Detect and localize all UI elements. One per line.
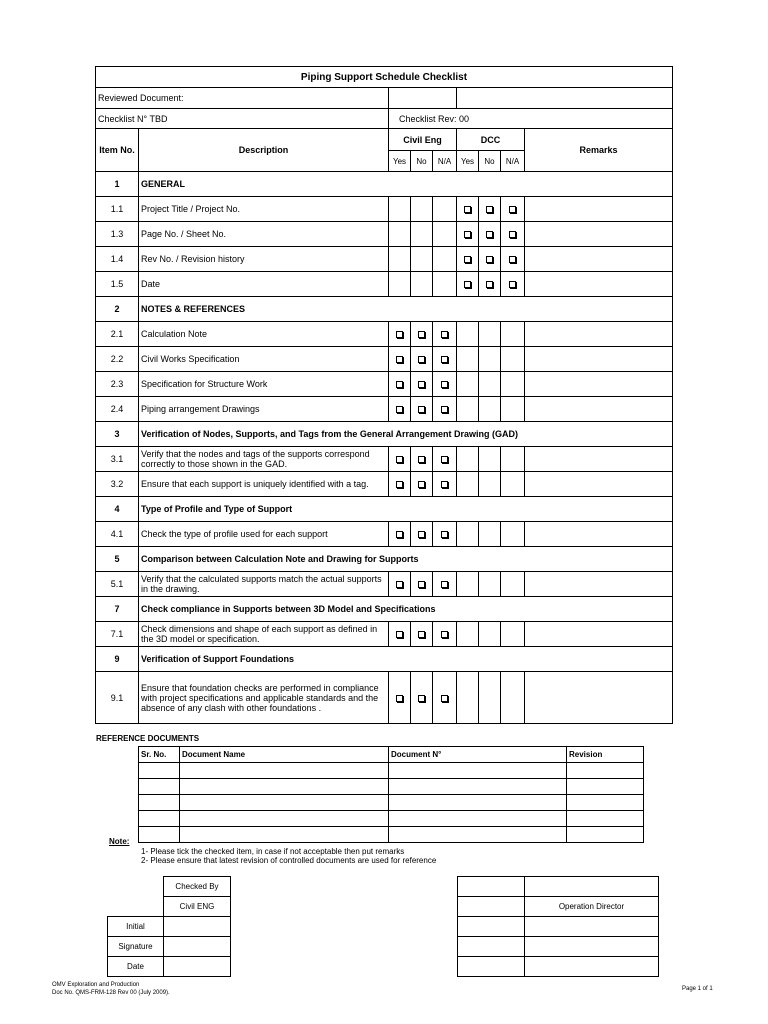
date-field[interactable] bbox=[164, 957, 231, 977]
remarks-cell[interactable] bbox=[525, 372, 673, 397]
initial-label: Initial bbox=[108, 917, 164, 937]
civil-eng-yes-checkbox[interactable] bbox=[389, 672, 411, 724]
section-title: Check compliance in Supports between 3D Model and Specifications bbox=[139, 597, 673, 622]
checklist-rev: Checklist Rev: 00 bbox=[389, 109, 673, 129]
checkbox-icon[interactable] bbox=[509, 281, 516, 288]
item-description: Calculation Note bbox=[139, 322, 389, 347]
section-number: 1 bbox=[96, 172, 139, 197]
checkbox-icon[interactable] bbox=[441, 331, 448, 338]
dcc-na-checkbox bbox=[501, 672, 525, 724]
dcc-na-checkbox bbox=[501, 622, 525, 647]
checklist-item-row bbox=[96, 472, 673, 497]
civil-eng-yes-checkbox[interactable] bbox=[389, 397, 411, 422]
header-civil-eng: Civil Eng bbox=[389, 129, 457, 151]
checklist-item-row bbox=[96, 522, 673, 547]
checkbox-icon[interactable] bbox=[464, 256, 471, 263]
civil-eng-yes-checkbox[interactable] bbox=[389, 472, 411, 497]
checkbox-icon[interactable] bbox=[509, 256, 516, 263]
dcc-na-checkbox bbox=[501, 572, 525, 597]
checkbox-icon[interactable] bbox=[418, 356, 425, 363]
dcc-no-checkbox bbox=[479, 522, 501, 547]
civil-eng-yes-checkbox[interactable] bbox=[389, 372, 411, 397]
header-dcc-na: N/A bbox=[501, 151, 525, 172]
checkbox-icon[interactable] bbox=[396, 381, 403, 388]
section-title: Verification of Support Foundations bbox=[139, 647, 673, 672]
civil-eng-no-checkbox[interactable] bbox=[411, 622, 433, 647]
reference-row bbox=[139, 827, 644, 843]
section-row bbox=[96, 597, 673, 622]
checkbox-icon[interactable] bbox=[486, 281, 493, 288]
od-date-a[interactable] bbox=[458, 957, 525, 977]
reviewed-document-value[interactable] bbox=[389, 88, 457, 109]
item-number: 7.1 bbox=[96, 622, 139, 647]
checklist-item-row bbox=[96, 347, 673, 372]
checklist-table bbox=[95, 66, 673, 724]
remarks-cell[interactable] bbox=[525, 347, 673, 372]
checklist-item-row bbox=[96, 322, 673, 347]
item-description: Ensure that each support is uniquely identified with a tag. bbox=[139, 472, 389, 497]
civil-eng-no-checkbox[interactable] bbox=[411, 522, 433, 547]
civil-eng-no-checkbox bbox=[411, 197, 433, 222]
section-number: 2 bbox=[96, 297, 139, 322]
civil-eng-na-checkbox[interactable] bbox=[433, 572, 457, 597]
dcc-no-checkbox[interactable] bbox=[479, 247, 501, 272]
checkbox-icon[interactable] bbox=[396, 695, 403, 702]
remarks-cell[interactable] bbox=[525, 672, 673, 724]
checkbox-icon[interactable] bbox=[464, 281, 471, 288]
checked-by-label: Checked By bbox=[164, 877, 231, 897]
dcc-yes-checkbox bbox=[457, 447, 479, 472]
operation-director-table bbox=[457, 876, 659, 977]
checkbox-icon[interactable] bbox=[396, 531, 403, 538]
footer-doc-no: Doc No. QMS-FRM-128 Rev 00 (July 2009). bbox=[52, 990, 170, 996]
dcc-na-checkbox bbox=[501, 522, 525, 547]
dcc-yes-checkbox bbox=[457, 322, 479, 347]
civil-eng-no-checkbox[interactable] bbox=[411, 472, 433, 497]
civil-eng-na-checkbox[interactable] bbox=[433, 672, 457, 724]
checkbox-icon[interactable] bbox=[486, 231, 493, 238]
header-item-no: Item No. bbox=[96, 129, 139, 172]
civil-eng-yes-checkbox[interactable] bbox=[389, 572, 411, 597]
remarks-cell[interactable] bbox=[525, 622, 673, 647]
remarks-cell[interactable] bbox=[525, 222, 673, 247]
item-number: 1.4 bbox=[96, 247, 139, 272]
ref-revision-cell[interactable] bbox=[567, 811, 644, 827]
section-row bbox=[96, 172, 673, 197]
dcc-yes-checkbox bbox=[457, 522, 479, 547]
section-row bbox=[96, 297, 673, 322]
item-description: Verify that the nodes and tags of the supports correspond correctly to those shown in the GAD. bbox=[139, 447, 389, 472]
item-number: 3.1 bbox=[96, 447, 139, 472]
od-signature-a[interactable] bbox=[458, 937, 525, 957]
civil-eng-yes-checkbox[interactable] bbox=[389, 347, 411, 372]
civil-eng-yes-checkbox[interactable] bbox=[389, 322, 411, 347]
ref-revision-cell[interactable] bbox=[567, 827, 644, 843]
remarks-cell[interactable] bbox=[525, 272, 673, 297]
section-number: 9 bbox=[96, 647, 139, 672]
ref-col-document-name: Document Name bbox=[180, 747, 389, 763]
date-label: Date bbox=[108, 957, 164, 977]
civil-eng-no-checkbox[interactable] bbox=[411, 572, 433, 597]
checkbox-icon[interactable] bbox=[396, 406, 403, 413]
header-dcc-yes: Yes bbox=[457, 151, 479, 172]
civil-eng-no-checkbox[interactable] bbox=[411, 372, 433, 397]
section-title: GENERAL bbox=[139, 172, 673, 197]
civil-eng-na-checkbox bbox=[433, 247, 457, 272]
dcc-yes-checkbox bbox=[457, 347, 479, 372]
checkbox-icon[interactable] bbox=[396, 581, 403, 588]
dcc-yes-checkbox[interactable] bbox=[457, 222, 479, 247]
dcc-yes-checkbox bbox=[457, 397, 479, 422]
checkbox-icon[interactable] bbox=[396, 356, 403, 363]
section-title: Verification of Nodes, Supports, and Tags from the General Arrangement Drawing (GAD) bbox=[139, 422, 673, 447]
dcc-no-checkbox bbox=[479, 572, 501, 597]
checkbox-icon[interactable] bbox=[441, 631, 448, 638]
civil-eng-na-checkbox[interactable] bbox=[433, 372, 457, 397]
checklist-item-row bbox=[96, 572, 673, 597]
ref-document-no-cell[interactable] bbox=[389, 779, 567, 795]
ref-document-no-cell[interactable] bbox=[389, 763, 567, 779]
ref-document-name-cell[interactable] bbox=[180, 827, 389, 843]
ref-document-name-cell[interactable] bbox=[180, 763, 389, 779]
civil-eng-no-checkbox bbox=[411, 272, 433, 297]
signature-field[interactable] bbox=[164, 937, 231, 957]
dcc-yes-checkbox[interactable] bbox=[457, 272, 479, 297]
item-number: 2.1 bbox=[96, 322, 139, 347]
item-description: Check dimensions and shape of each support as defined in the 3D model or specification. bbox=[139, 622, 389, 647]
dcc-na-checkbox bbox=[501, 347, 525, 372]
od-blank-1a bbox=[458, 877, 525, 897]
dcc-yes-checkbox bbox=[457, 572, 479, 597]
header-civil-yes: Yes bbox=[389, 151, 411, 172]
footer-company: OMV Exploration and Production bbox=[52, 982, 140, 988]
section-title: Comparison between Calculation Note and Drawing for Supports bbox=[139, 547, 673, 572]
ref-document-no-cell[interactable] bbox=[389, 795, 567, 811]
reference-row bbox=[139, 763, 644, 779]
item-description: Ensure that foundation checks are performed in compliance with project specifications and applicable standards and the absence of any clash with other foundations . bbox=[139, 672, 389, 724]
signoff-table bbox=[107, 876, 231, 977]
dcc-yes-checkbox bbox=[457, 622, 479, 647]
ref-col-document-no: Document N° bbox=[389, 747, 567, 763]
checkbox-icon[interactable] bbox=[418, 531, 425, 538]
checklist-item-row bbox=[96, 197, 673, 222]
item-description: Rev No. / Revision history bbox=[139, 247, 389, 272]
civil-eng-na-checkbox[interactable] bbox=[433, 622, 457, 647]
remarks-cell[interactable] bbox=[525, 197, 673, 222]
dcc-yes-checkbox bbox=[457, 372, 479, 397]
checkbox-icon[interactable] bbox=[441, 381, 448, 388]
checklist-item-row bbox=[96, 447, 673, 472]
checklist-item-row bbox=[96, 672, 673, 724]
item-number: 9.1 bbox=[96, 672, 139, 724]
dcc-no-checkbox[interactable] bbox=[479, 197, 501, 222]
item-description: Date bbox=[139, 272, 389, 297]
ref-revision-cell[interactable] bbox=[567, 779, 644, 795]
civil-eng-na-checkbox[interactable] bbox=[433, 522, 457, 547]
header-dcc: DCC bbox=[457, 129, 525, 151]
remarks-cell[interactable] bbox=[525, 247, 673, 272]
remarks-cell[interactable] bbox=[525, 472, 673, 497]
item-number: 1.3 bbox=[96, 222, 139, 247]
section-row bbox=[96, 422, 673, 447]
od-date-field[interactable] bbox=[525, 957, 659, 977]
dcc-na-checkbox bbox=[501, 322, 525, 347]
checkbox-icon[interactable] bbox=[441, 531, 448, 538]
dcc-na-checkbox bbox=[501, 397, 525, 422]
initial-field[interactable] bbox=[164, 917, 231, 937]
ref-sr-no-cell[interactable] bbox=[139, 811, 180, 827]
civil-eng-yes-checkbox[interactable] bbox=[389, 522, 411, 547]
dcc-na-checkbox[interactable] bbox=[501, 197, 525, 222]
header-description: Description bbox=[139, 129, 389, 172]
od-blank-2a bbox=[458, 897, 525, 917]
civil-eng-no-checkbox[interactable] bbox=[411, 347, 433, 372]
ref-document-name-cell[interactable] bbox=[180, 811, 389, 827]
civil-eng-no-checkbox[interactable] bbox=[411, 672, 433, 724]
item-number: 1.1 bbox=[96, 197, 139, 222]
checklist-item-row bbox=[96, 622, 673, 647]
item-description: Specification for Structure Work bbox=[139, 372, 389, 397]
civil-eng-yes-checkbox bbox=[389, 247, 411, 272]
od-signature-field[interactable] bbox=[525, 937, 659, 957]
reference-row bbox=[139, 811, 644, 827]
ref-revision-cell[interactable] bbox=[567, 763, 644, 779]
section-number: 4 bbox=[96, 497, 139, 522]
dcc-yes-checkbox bbox=[457, 472, 479, 497]
operation-director-label: Operation Director bbox=[525, 897, 659, 917]
checkbox-icon[interactable] bbox=[418, 631, 425, 638]
checkbox-icon[interactable] bbox=[418, 695, 425, 702]
ref-sr-no-cell[interactable] bbox=[139, 795, 180, 811]
checkbox-icon[interactable] bbox=[418, 456, 425, 463]
remarks-cell[interactable] bbox=[525, 397, 673, 422]
ref-sr-no-cell[interactable] bbox=[139, 827, 180, 843]
remarks-cell[interactable] bbox=[525, 572, 673, 597]
note-label: Note: bbox=[109, 837, 130, 846]
dcc-na-checkbox bbox=[501, 472, 525, 497]
section-number: 7 bbox=[96, 597, 139, 622]
item-description: Verify that the calculated supports match the actual supports in the drawing. bbox=[139, 572, 389, 597]
dcc-no-checkbox bbox=[479, 622, 501, 647]
checkbox-icon[interactable] bbox=[441, 581, 448, 588]
reviewed-document-label: Reviewed Document: bbox=[96, 88, 389, 109]
dcc-no-checkbox bbox=[479, 372, 501, 397]
footer-page-number: Page 1 of 1 bbox=[682, 986, 713, 992]
civil-eng-na-checkbox[interactable] bbox=[433, 347, 457, 372]
ref-col-sr-no: Sr. No. bbox=[139, 747, 180, 763]
item-number: 5.1 bbox=[96, 572, 139, 597]
remarks-cell[interactable] bbox=[525, 447, 673, 472]
civil-eng-no-checkbox bbox=[411, 222, 433, 247]
checkbox-icon[interactable] bbox=[396, 631, 403, 638]
civil-eng-na-checkbox[interactable] bbox=[433, 397, 457, 422]
item-description: Civil Works Specification bbox=[139, 347, 389, 372]
checklist-item-row bbox=[96, 222, 673, 247]
section-title: Type of Profile and Type of Support bbox=[139, 497, 673, 522]
checkbox-icon[interactable] bbox=[418, 581, 425, 588]
dcc-no-checkbox bbox=[479, 322, 501, 347]
civil-eng-label: Civil ENG bbox=[164, 897, 231, 917]
page-title: Piping Support Schedule Checklist bbox=[96, 67, 673, 88]
civil-eng-yes-checkbox bbox=[389, 222, 411, 247]
checkbox-icon[interactable] bbox=[464, 206, 471, 213]
checkbox-icon[interactable] bbox=[441, 456, 448, 463]
ref-document-name-cell[interactable] bbox=[180, 779, 389, 795]
civil-eng-no-checkbox[interactable] bbox=[411, 322, 433, 347]
checklist-item-row bbox=[96, 247, 673, 272]
checkbox-icon[interactable] bbox=[441, 406, 448, 413]
checkbox-icon[interactable] bbox=[396, 481, 403, 488]
checkbox-icon[interactable] bbox=[441, 356, 448, 363]
od-initial-a[interactable] bbox=[458, 917, 525, 937]
item-number: 3.2 bbox=[96, 472, 139, 497]
checkbox-icon[interactable] bbox=[418, 481, 425, 488]
checkbox-icon[interactable] bbox=[509, 206, 516, 213]
civil-eng-no-checkbox[interactable] bbox=[411, 447, 433, 472]
item-number: 1.5 bbox=[96, 272, 139, 297]
checkbox-icon[interactable] bbox=[418, 331, 425, 338]
civil-eng-no-checkbox[interactable] bbox=[411, 397, 433, 422]
civil-eng-na-checkbox[interactable] bbox=[433, 447, 457, 472]
header-civil-no: No bbox=[411, 151, 433, 172]
civil-eng-yes-checkbox[interactable] bbox=[389, 447, 411, 472]
dcc-no-checkbox bbox=[479, 397, 501, 422]
dcc-no-checkbox bbox=[479, 347, 501, 372]
header-civil-na: N/A bbox=[433, 151, 457, 172]
item-number: 2.3 bbox=[96, 372, 139, 397]
remarks-cell[interactable] bbox=[525, 522, 673, 547]
ref-document-no-cell[interactable] bbox=[389, 811, 567, 827]
checkbox-icon[interactable] bbox=[486, 256, 493, 263]
dcc-no-checkbox bbox=[479, 672, 501, 724]
section-row bbox=[96, 547, 673, 572]
checkbox-icon[interactable] bbox=[418, 381, 425, 388]
reviewed-document-extra bbox=[457, 88, 673, 109]
civil-eng-na-checkbox[interactable] bbox=[433, 322, 457, 347]
dcc-no-checkbox[interactable] bbox=[479, 272, 501, 297]
item-description: Page No. / Sheet No. bbox=[139, 222, 389, 247]
ref-revision-cell[interactable] bbox=[567, 795, 644, 811]
civil-eng-na-checkbox[interactable] bbox=[433, 472, 457, 497]
dcc-na-checkbox bbox=[501, 372, 525, 397]
ref-col-revision: Revision bbox=[567, 747, 644, 763]
header-dcc-no: No bbox=[479, 151, 501, 172]
item-description: Project Title / Project No. bbox=[139, 197, 389, 222]
dcc-yes-checkbox[interactable] bbox=[457, 247, 479, 272]
note-line-1: 1- Please tick the checked item, in case if not acceptable then put remarks bbox=[141, 847, 405, 856]
item-number: 4.1 bbox=[96, 522, 139, 547]
dcc-yes-checkbox[interactable] bbox=[457, 197, 479, 222]
checkbox-icon[interactable] bbox=[418, 406, 425, 413]
checklist-no: Checklist N° TBD bbox=[96, 109, 389, 129]
civil-eng-na-checkbox bbox=[433, 197, 457, 222]
checkbox-icon[interactable] bbox=[396, 456, 403, 463]
item-number: 2.2 bbox=[96, 347, 139, 372]
checkbox-icon[interactable] bbox=[441, 481, 448, 488]
checkbox-icon[interactable] bbox=[509, 231, 516, 238]
item-number: 2.4 bbox=[96, 397, 139, 422]
civil-eng-yes-checkbox bbox=[389, 272, 411, 297]
checkbox-icon[interactable] bbox=[441, 695, 448, 702]
reference-documents-heading: REFERENCE DOCUMENTS bbox=[96, 734, 200, 743]
reference-row bbox=[139, 779, 644, 795]
civil-eng-yes-checkbox bbox=[389, 197, 411, 222]
checklist-item-row bbox=[96, 272, 673, 297]
signature-label: Signature bbox=[108, 937, 164, 957]
checkbox-icon[interactable] bbox=[464, 231, 471, 238]
checkbox-icon[interactable] bbox=[396, 331, 403, 338]
dcc-no-checkbox bbox=[479, 472, 501, 497]
civil-eng-no-checkbox bbox=[411, 247, 433, 272]
item-description: Check the type of profile used for each support bbox=[139, 522, 389, 547]
od-initial-field[interactable] bbox=[525, 917, 659, 937]
section-number: 5 bbox=[96, 547, 139, 572]
item-description: Piping arrangement Drawings bbox=[139, 397, 389, 422]
dcc-na-checkbox[interactable] bbox=[501, 222, 525, 247]
section-number: 3 bbox=[96, 422, 139, 447]
dcc-yes-checkbox bbox=[457, 672, 479, 724]
reference-documents-table bbox=[138, 746, 644, 843]
dcc-na-checkbox[interactable] bbox=[501, 272, 525, 297]
remarks-cell[interactable] bbox=[525, 322, 673, 347]
civil-eng-na-checkbox bbox=[433, 222, 457, 247]
checkbox-icon[interactable] bbox=[486, 206, 493, 213]
dcc-na-checkbox[interactable] bbox=[501, 247, 525, 272]
checklist-item-row bbox=[96, 372, 673, 397]
section-row bbox=[96, 497, 673, 522]
ref-document-name-cell[interactable] bbox=[180, 795, 389, 811]
ref-sr-no-cell[interactable] bbox=[139, 779, 180, 795]
civil-eng-yes-checkbox[interactable] bbox=[389, 622, 411, 647]
checklist-item-row bbox=[96, 397, 673, 422]
dcc-no-checkbox bbox=[479, 447, 501, 472]
dcc-na-checkbox bbox=[501, 447, 525, 472]
section-row bbox=[96, 647, 673, 672]
ref-document-no-cell[interactable] bbox=[389, 827, 567, 843]
dcc-no-checkbox[interactable] bbox=[479, 222, 501, 247]
od-blank-1b bbox=[525, 877, 659, 897]
reference-row bbox=[139, 795, 644, 811]
civil-eng-na-checkbox bbox=[433, 272, 457, 297]
ref-sr-no-cell[interactable] bbox=[139, 763, 180, 779]
section-title: NOTES & REFERENCES bbox=[139, 297, 673, 322]
note-line-2: 2- Please ensure that latest revision of controlled documents are used for reference bbox=[141, 856, 437, 865]
header-remarks: Remarks bbox=[525, 129, 673, 172]
